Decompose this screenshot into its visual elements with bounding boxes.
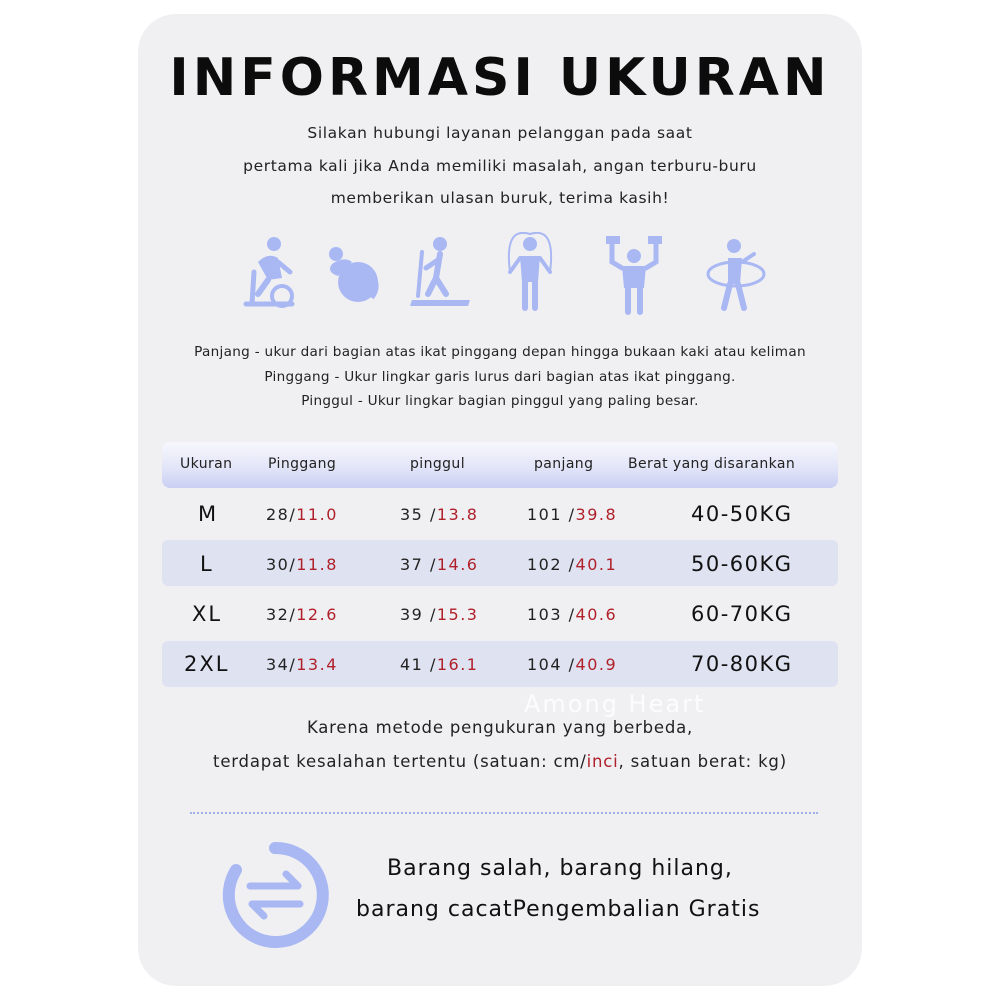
size-cell: XL	[192, 602, 223, 626]
fitness-ball-icon	[322, 232, 382, 312]
size-cell: M	[198, 502, 219, 526]
waist-cell: 34/13.4	[266, 655, 338, 674]
weight-cell: 50-60KG	[691, 552, 793, 576]
watermark: Among Heart	[524, 690, 706, 718]
exchange-arrows-icon	[220, 840, 330, 950]
header-length: panjang	[534, 456, 594, 472]
note-line-1: Karena metode pengukuran yang berbeda,	[306, 718, 694, 737]
intro-line-3: memberikan ulasan buruk, terima kasih!	[330, 189, 670, 207]
waist-cell: 28/11.0	[266, 505, 338, 524]
note-line-2: terdapat kesalahan tertentu (satuan: cm/inci, satuan berat: kg)	[213, 752, 787, 771]
desc-waist: Pinggang - Ukur lingkar garis lurus dari bagian atas ikat pinggang.	[264, 369, 736, 385]
intro-line-2: pertama kali jika Anda memiliki masalah, angan terburu-buru	[243, 157, 757, 175]
header-size: Ukuran	[180, 456, 233, 472]
hula-hoop-icon	[704, 232, 768, 312]
jump-rope-icon	[500, 232, 560, 312]
page-title: INFORMASI UKURAN	[169, 48, 831, 108]
length-cell: 103 /40.6	[527, 605, 618, 624]
weight-cell: 40-50KG	[691, 502, 793, 526]
desc-hip: Pinggul - Ukur lingkar bagian pinggul yang paling besar.	[301, 393, 699, 409]
hip-cell: 37 /14.6	[400, 555, 479, 574]
activity-icons	[0, 232, 1000, 316]
dotted-divider	[190, 812, 818, 814]
desc-length: Panjang - ukur dari bagian atas ikat pinggang depan hingga bukaan kaki atau keliman	[194, 344, 806, 360]
header-hip: pinggul	[410, 456, 465, 472]
header-weight: Berat yang disarankan	[628, 456, 796, 472]
returns-line-2: barang cacatPengembalian Gratis	[356, 897, 761, 922]
hip-cell: 39 /15.3	[400, 605, 479, 624]
returns-line-1: Barang salah, barang hilang,	[387, 856, 733, 881]
treadmill-icon	[406, 232, 474, 312]
length-cell: 101 /39.8	[527, 505, 618, 524]
weight-cell: 60-70KG	[691, 602, 793, 626]
hip-cell: 35 /13.8	[400, 505, 479, 524]
length-cell: 102 /40.1	[527, 555, 618, 574]
waist-cell: 30/11.8	[266, 555, 338, 574]
hip-cell: 41 /16.1	[400, 655, 479, 674]
size-cell: L	[200, 552, 214, 576]
length-cell: 104 /40.9	[527, 655, 618, 674]
size-cell: 2XL	[184, 652, 230, 676]
header-waist: Pinggang	[268, 456, 337, 472]
intro-line-1: Silakan hubungi layanan pelanggan pada saat	[307, 124, 693, 142]
weight-cell: 70-80KG	[691, 652, 793, 676]
dumbbell-lift-icon	[602, 232, 666, 316]
exercise-bike-icon	[238, 232, 298, 312]
waist-cell: 32/12.6	[266, 605, 338, 624]
